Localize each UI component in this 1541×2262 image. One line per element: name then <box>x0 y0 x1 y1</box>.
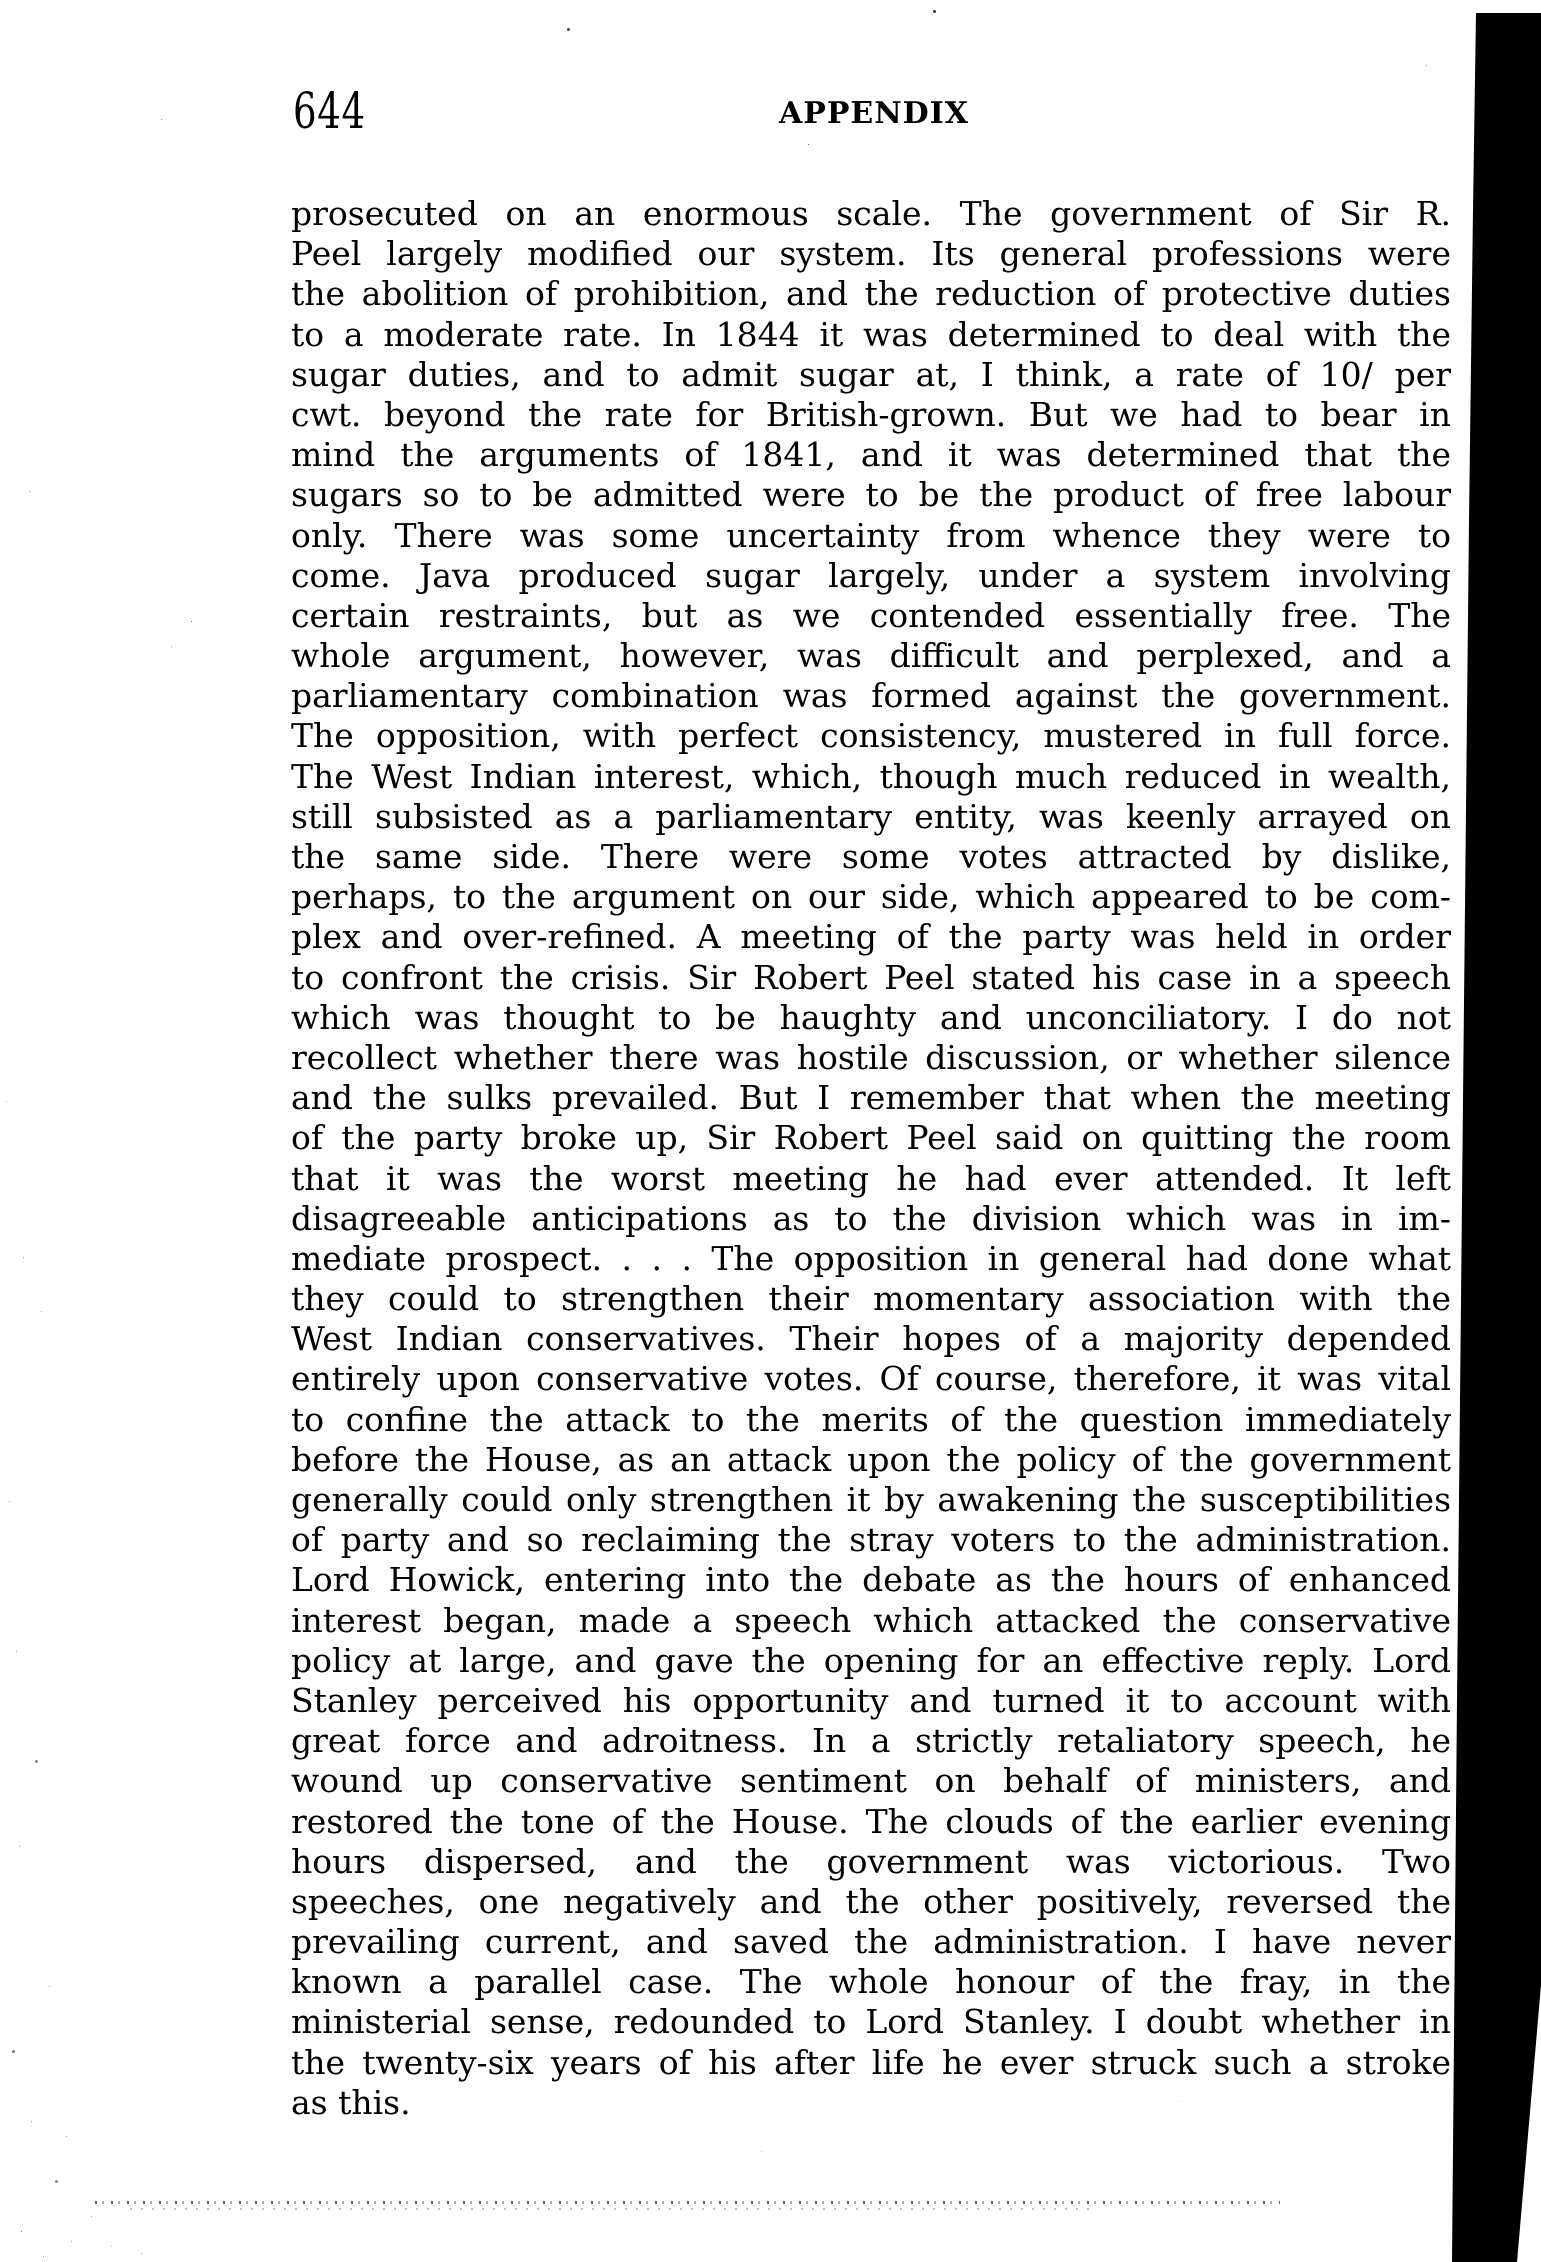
text-line: cwt. beyond the rate for British-grown. But we had to bear in <box>291 394 1451 434</box>
text-line: The opposition, with perfect consistency, mustered in full force. <box>291 716 1451 756</box>
running-header: APPENDIX <box>779 96 970 131</box>
text-line: only. There was some uncertainty from whence they were to <box>291 515 1451 555</box>
text-line: wound up conservative sentiment on behalf of ministers, and <box>291 1761 1451 1801</box>
text-line: great force and adroitness. In a strictly retaliatory speech, he <box>291 1721 1451 1761</box>
text-line: policy at large, and gave the opening for an effective reply. Lord <box>291 1640 1451 1680</box>
text-line: generally could only strengthen it by awakening the susceptibilities <box>291 1480 1451 1519</box>
text-line: plex and over-refined. A meeting of the party was held in order <box>291 917 1451 957</box>
text-line: hours dispersed, and the government was victorious. Two <box>291 1841 1451 1881</box>
text-line: of the party broke up, Sir Robert Peel said on quitting the room <box>291 1118 1451 1158</box>
text-line: to a moderate rate. In 1844 it was determined to deal with the <box>291 314 1451 354</box>
text-line: whole argument, however, was difficult and perplexed, and a <box>291 636 1451 676</box>
scan-noise-band <box>130 2208 1090 2210</box>
page-number: 644 <box>293 82 366 140</box>
text-line: prevailing current, and saved the administration. I have never <box>291 1922 1451 1962</box>
text-line: Lord Howick, entering into the debate as the hours of enhanced <box>291 1560 1451 1600</box>
text-line: to confine the attack to the merits of the question immediately <box>291 1399 1451 1439</box>
text-line: and the sulks prevailed. But I remember that when the meeting <box>291 1078 1451 1118</box>
text-line: perhaps, to the argument on our side, which appeared to be com- <box>291 877 1451 917</box>
text-line: the twenty-six years of his after life he ever struck such a stroke <box>291 2042 1451 2082</box>
text-line: as this. <box>291 2082 411 2122</box>
text-line: sugars so to be admitted were to be the product of free labour <box>291 475 1451 515</box>
text-line: before the House, as an attack upon the policy of the government <box>291 1439 1451 1479</box>
text-line: still subsisted as a parliamentary entity, was keenly arrayed on <box>291 796 1451 836</box>
text-line: parliamentary combination was formed against the government. <box>291 676 1451 716</box>
text-line: known a parallel case. The whole honour of the fray, in the <box>291 1962 1451 2002</box>
text-line: sugar duties, and to admit sugar at, I think, a rate of 10/ per <box>291 354 1451 394</box>
text-line: to confront the crisis. Sir Robert Peel stated his case in a speech <box>291 957 1451 997</box>
text-line: mediate prospect. . . . The opposition in general had done what <box>291 1238 1451 1278</box>
text-line: entirely upon conservative votes. Of course, therefore, it was vital <box>291 1359 1451 1399</box>
text-line: mind the arguments of 1841, and it was determined that the <box>291 435 1451 475</box>
text-line: come. Java produced sugar largely, under a system involving <box>291 555 1451 595</box>
text-line: the abolition of prohibition, and the reduction of protective duties <box>291 274 1451 314</box>
scan-noise-band <box>95 2201 1280 2204</box>
text-line: speeches, one negatively and the other positively, reversed the <box>291 1881 1451 1921</box>
text-line: Peel largely modified our system. Its general professions were <box>291 234 1451 274</box>
text-line: certain restraints, but as we contended essentially free. The <box>291 595 1451 635</box>
text-line: Stanley perceived his opportunity and turned it to account with <box>291 1680 1451 1720</box>
scan-speckles <box>0 0 3 3</box>
text-line: The West Indian interest, which, though much reduced in wealth, <box>291 756 1451 796</box>
text-line: West Indian conservatives. Their hopes of a majority depended <box>291 1319 1451 1359</box>
text-line: of party and so reclaiming the stray voters to the administration. <box>291 1520 1451 1560</box>
text-line: ministerial sense, redounded to Lord Stanley. I doubt whether in <box>291 2002 1451 2042</box>
body-text <box>291 194 1451 2123</box>
text-line: that it was the worst meeting he had ever attended. It left <box>291 1158 1451 1198</box>
text-line: the same side. There were some votes attracted by dislike, <box>291 837 1451 876</box>
text-line: restored the tone of the House. The clouds of the earlier evening <box>291 1801 1451 1841</box>
text-line: which was thought to be haughty and unconciliatory. I do not <box>291 997 1451 1037</box>
text-line: they could to strengthen their momentary association with the <box>291 1279 1451 1319</box>
text-line: recollect whether there was hostile discussion, or whether silence <box>291 1037 1451 1077</box>
text-line: disagreeable anticipations as to the division which was in im- <box>291 1198 1451 1238</box>
text-line: prosecuted on an enormous scale. The government of Sir R. <box>291 194 1451 233</box>
text-line: interest began, made a speech which attacked the conservative <box>291 1600 1451 1640</box>
